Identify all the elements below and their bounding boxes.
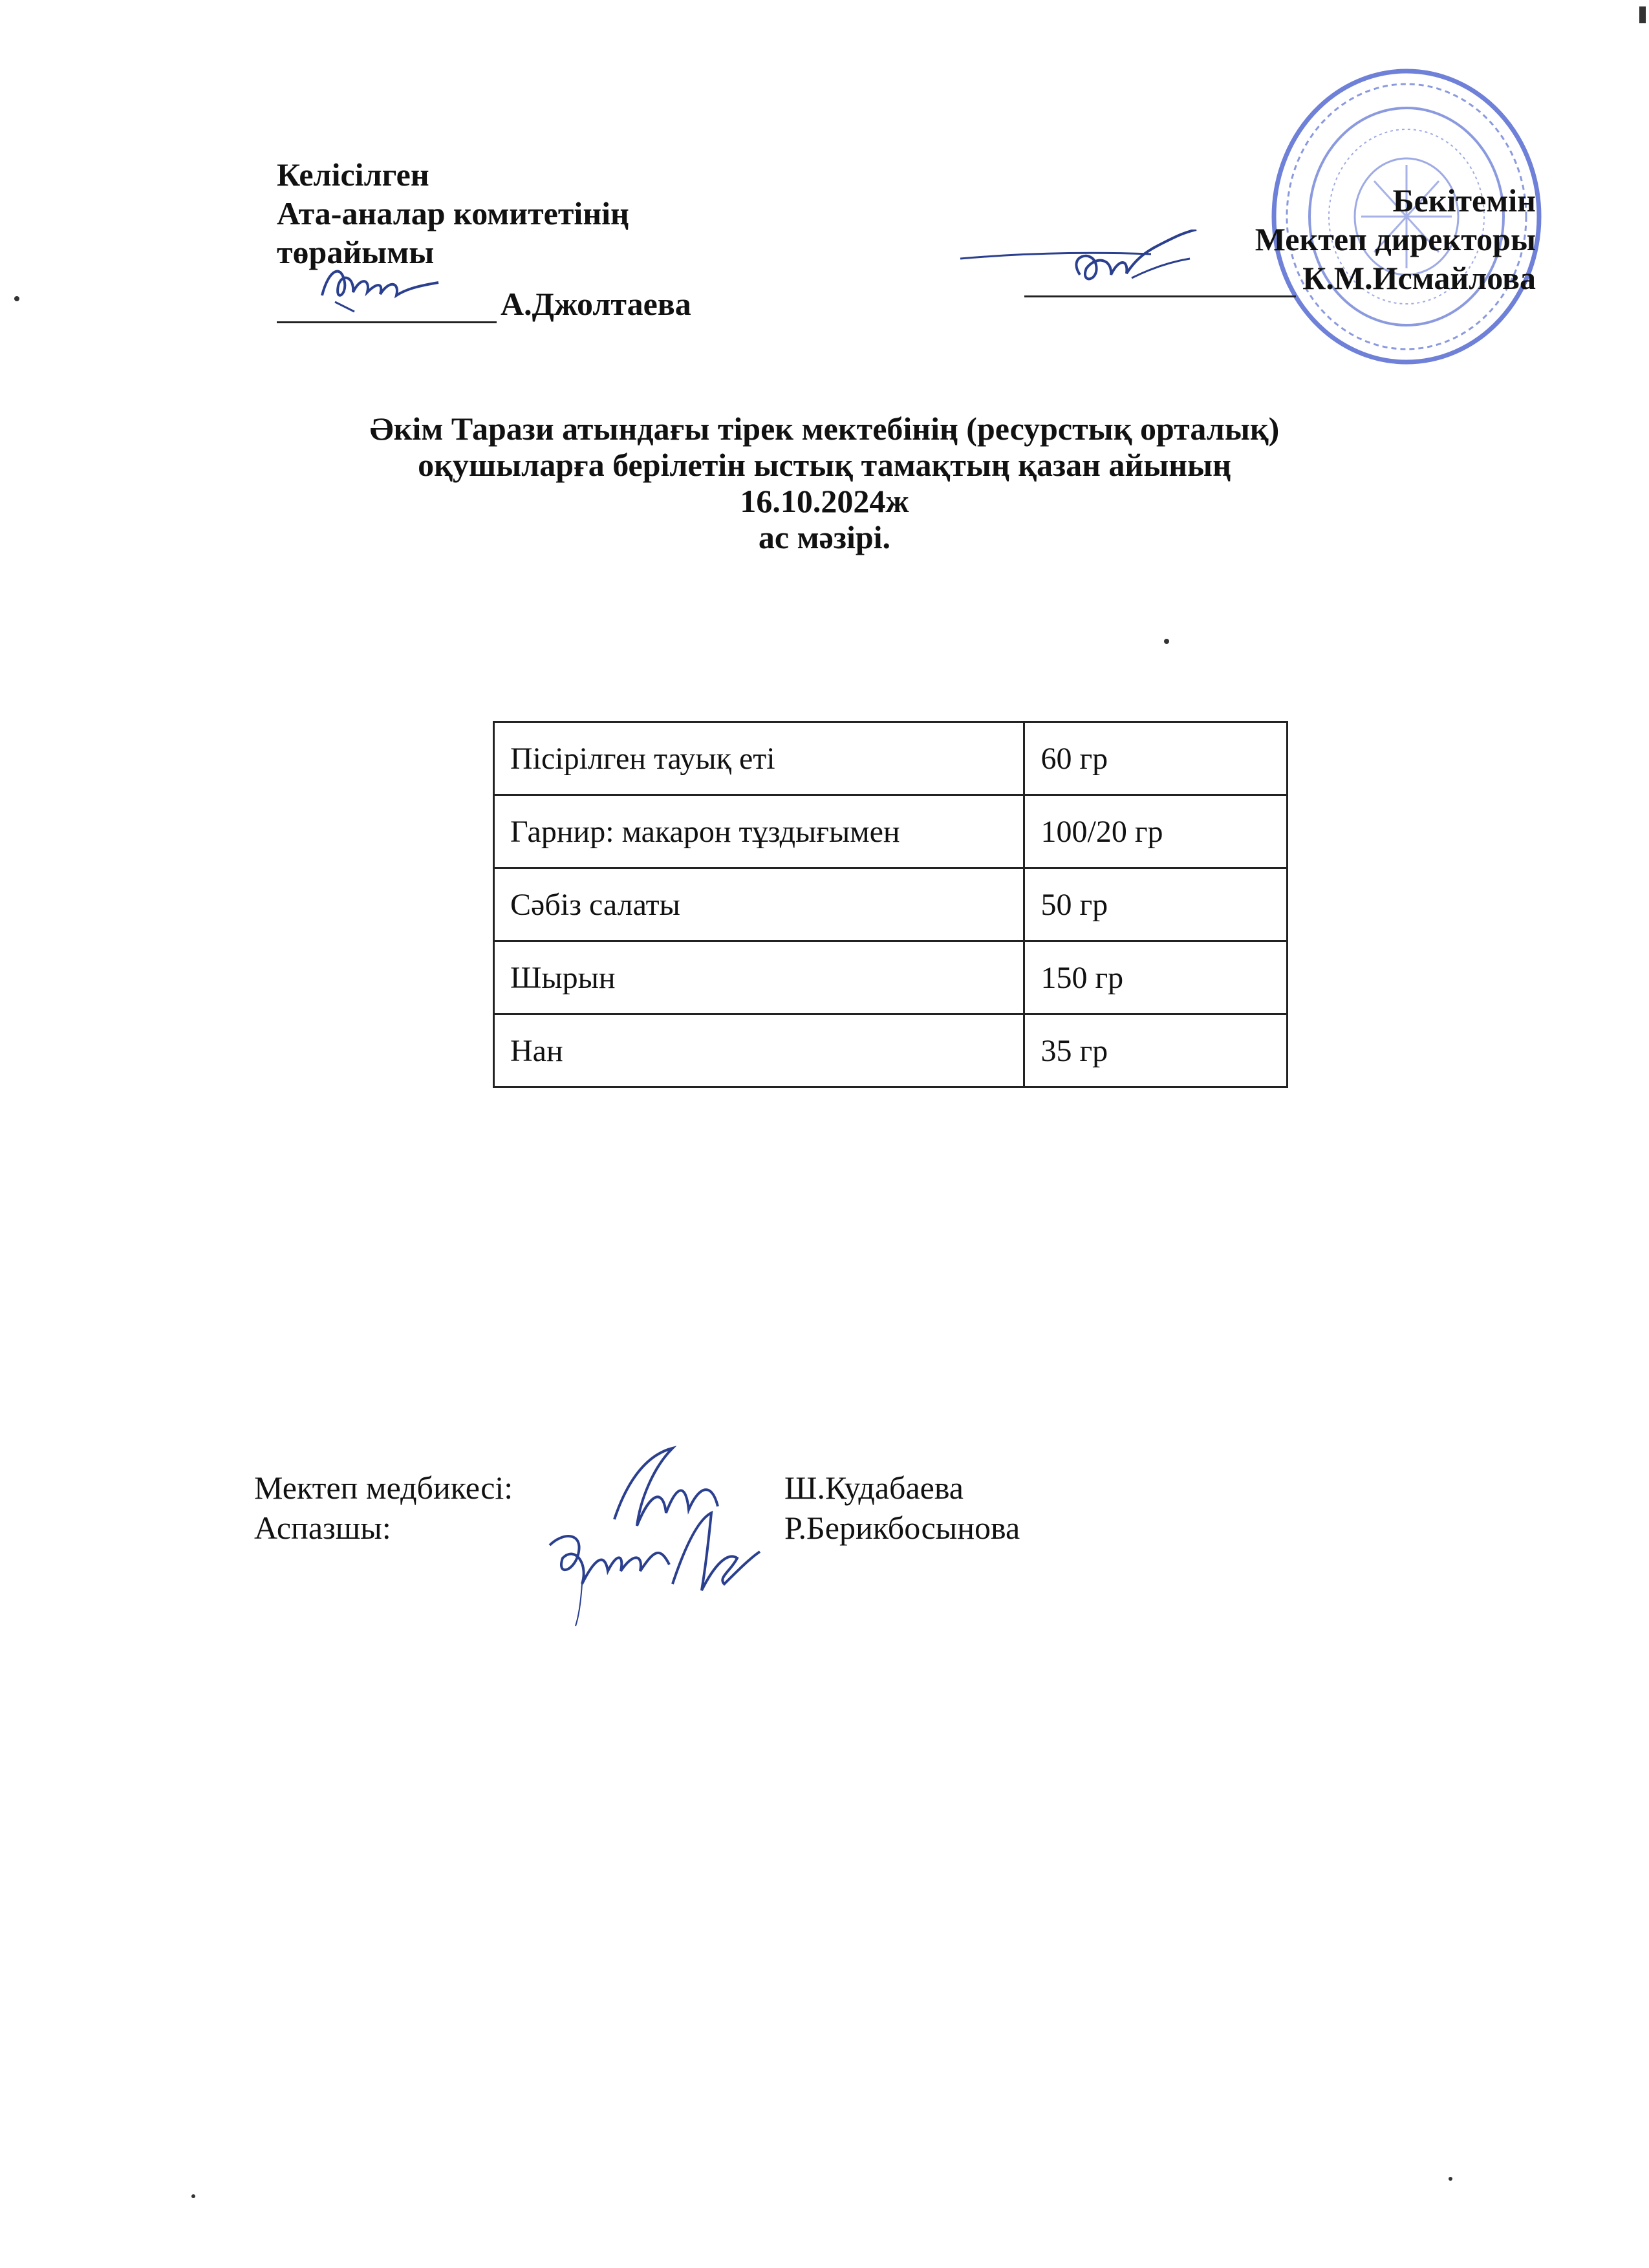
chairperson-label: төрайымы	[277, 234, 435, 270]
nurse-row	[254, 1468, 1020, 1508]
director-signature	[957, 230, 1229, 307]
portion-cell: 50 гр	[1024, 868, 1288, 941]
table-row	[494, 941, 1288, 1014]
table-row	[494, 1014, 1288, 1087]
title-line-4: ас мәзірі.	[758, 519, 891, 555]
menu-table	[493, 721, 1288, 1088]
table-row	[494, 722, 1288, 795]
portion-cell: 60 гр	[1024, 722, 1288, 795]
agreed-label: Келісілген	[277, 156, 429, 193]
chairperson-signature-row	[277, 272, 691, 323]
table-row	[494, 868, 1288, 941]
chairperson-signature	[316, 257, 445, 315]
title-line-3: 16.10.2024ж	[740, 483, 909, 519]
nurse-name: Ш.Кудабаева	[784, 1470, 964, 1506]
title-line-1: Әкім Тарази атындағы тірек мектебінің (ресурстық орталық)	[369, 411, 1280, 447]
document-title	[0, 411, 1649, 555]
cook-role: Аспазшы:	[254, 1510, 391, 1546]
nurse-role: Мектеп медбикесі:	[254, 1470, 513, 1506]
title-line-2: оқушыларға берілетін ыстық тамақтың қазан айының	[418, 447, 1231, 483]
scan-speck	[191, 2194, 195, 2198]
chairperson-name: А.Джолтаева	[501, 286, 691, 322]
approved-label: Бекітемін	[1392, 182, 1536, 219]
dish-cell: Шырын	[494, 941, 1024, 1014]
portion-cell: 35 гр	[1024, 1014, 1288, 1087]
agreed-block	[277, 155, 691, 323]
scan-speck	[14, 296, 19, 301]
portion-cell: 100/20 гр	[1024, 795, 1288, 868]
dish-cell: Сәбіз салаты	[494, 868, 1024, 941]
table-row	[494, 795, 1288, 868]
portion-cell: 150 гр	[1024, 941, 1288, 1014]
scan-speck	[1164, 639, 1169, 644]
scan-speck	[1639, 6, 1646, 23]
director-label: Мектеп директоры	[1255, 221, 1536, 257]
director-name: К.М.Исмайлова	[1302, 260, 1536, 296]
staff-block	[254, 1468, 1020, 1548]
cook-row	[254, 1508, 1020, 1548]
dish-cell: Пісірілген тауық еті	[494, 722, 1024, 795]
dish-cell: Гарнир: макарон тұздығымен	[494, 795, 1024, 868]
cook-name: Р.Берикбосынова	[784, 1510, 1020, 1546]
dish-cell: Нан	[494, 1014, 1024, 1087]
chairperson-signature-line	[277, 276, 497, 323]
scan-speck	[1449, 2177, 1452, 2181]
committee-label: Ата-аналар комитетінің	[277, 195, 629, 231]
